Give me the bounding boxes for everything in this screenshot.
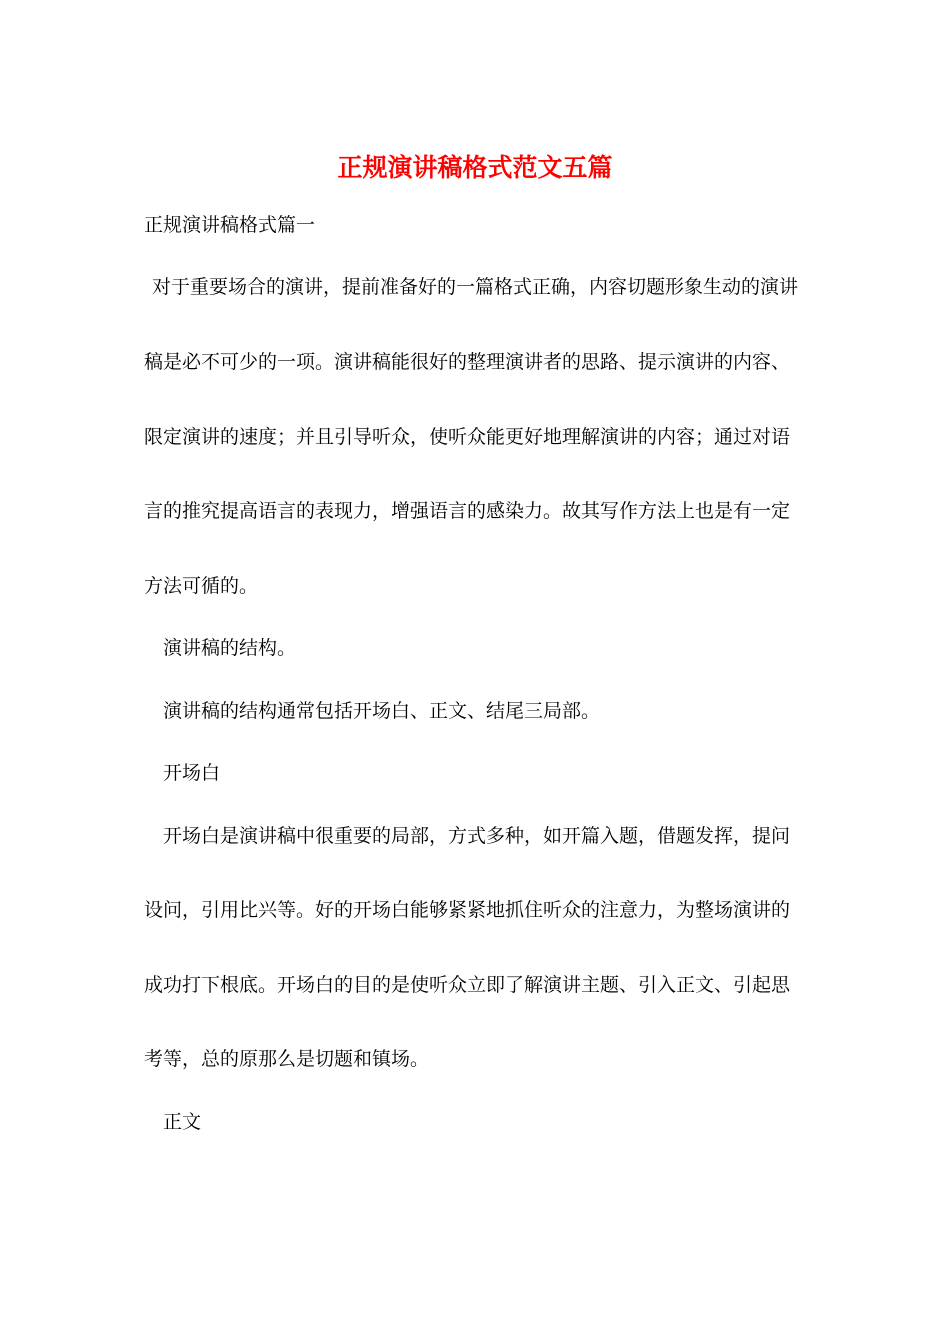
paragraph-line: 稿是必不可少的一项。演讲稿能很好的整理演讲者的思路、提示演讲的内容、	[144, 351, 791, 373]
section-heading: 正规演讲稿格式篇一	[144, 214, 316, 236]
structure-heading: 演讲稿的结构。	[163, 637, 297, 659]
paragraph-line: 开场白是演讲稿中很重要的局部，方式多种，如开篇入题，借题发挥，提问	[163, 825, 791, 847]
paragraph-line: 考等，总的原那么是切题和镇场。	[144, 1048, 430, 1070]
document-title: 正规演讲稿格式范文五篇	[337, 153, 613, 182]
opening-heading: 开场白	[163, 762, 221, 784]
paragraph-line: 言的推究提高语言的表现力，增强语言的感染力。故其写作方法上也是有一定	[144, 500, 791, 522]
structure-text: 演讲稿的结构通常包括开场白、正文、结尾三局部。	[163, 700, 601, 722]
paragraph-line: 方法可循的。	[144, 575, 259, 597]
paragraph-line: 对于重要场合的演讲，提前准备好的一篇格式正确，内容切题形象生动的演讲	[152, 276, 799, 298]
paragraph-line: 限定演讲的速度；并且引导听众，使听众能更好地理解演讲的内容；通过对语	[144, 426, 791, 448]
paragraph-line: 设问，引用比兴等。好的开场白能够紧紧地抓住听众的注意力，为整场演讲的	[144, 899, 791, 921]
body-heading: 正文	[163, 1111, 202, 1133]
paragraph-line: 成功打下根底。开场白的目的是使听众立即了解演讲主题、引入正文、引起思	[144, 974, 791, 996]
